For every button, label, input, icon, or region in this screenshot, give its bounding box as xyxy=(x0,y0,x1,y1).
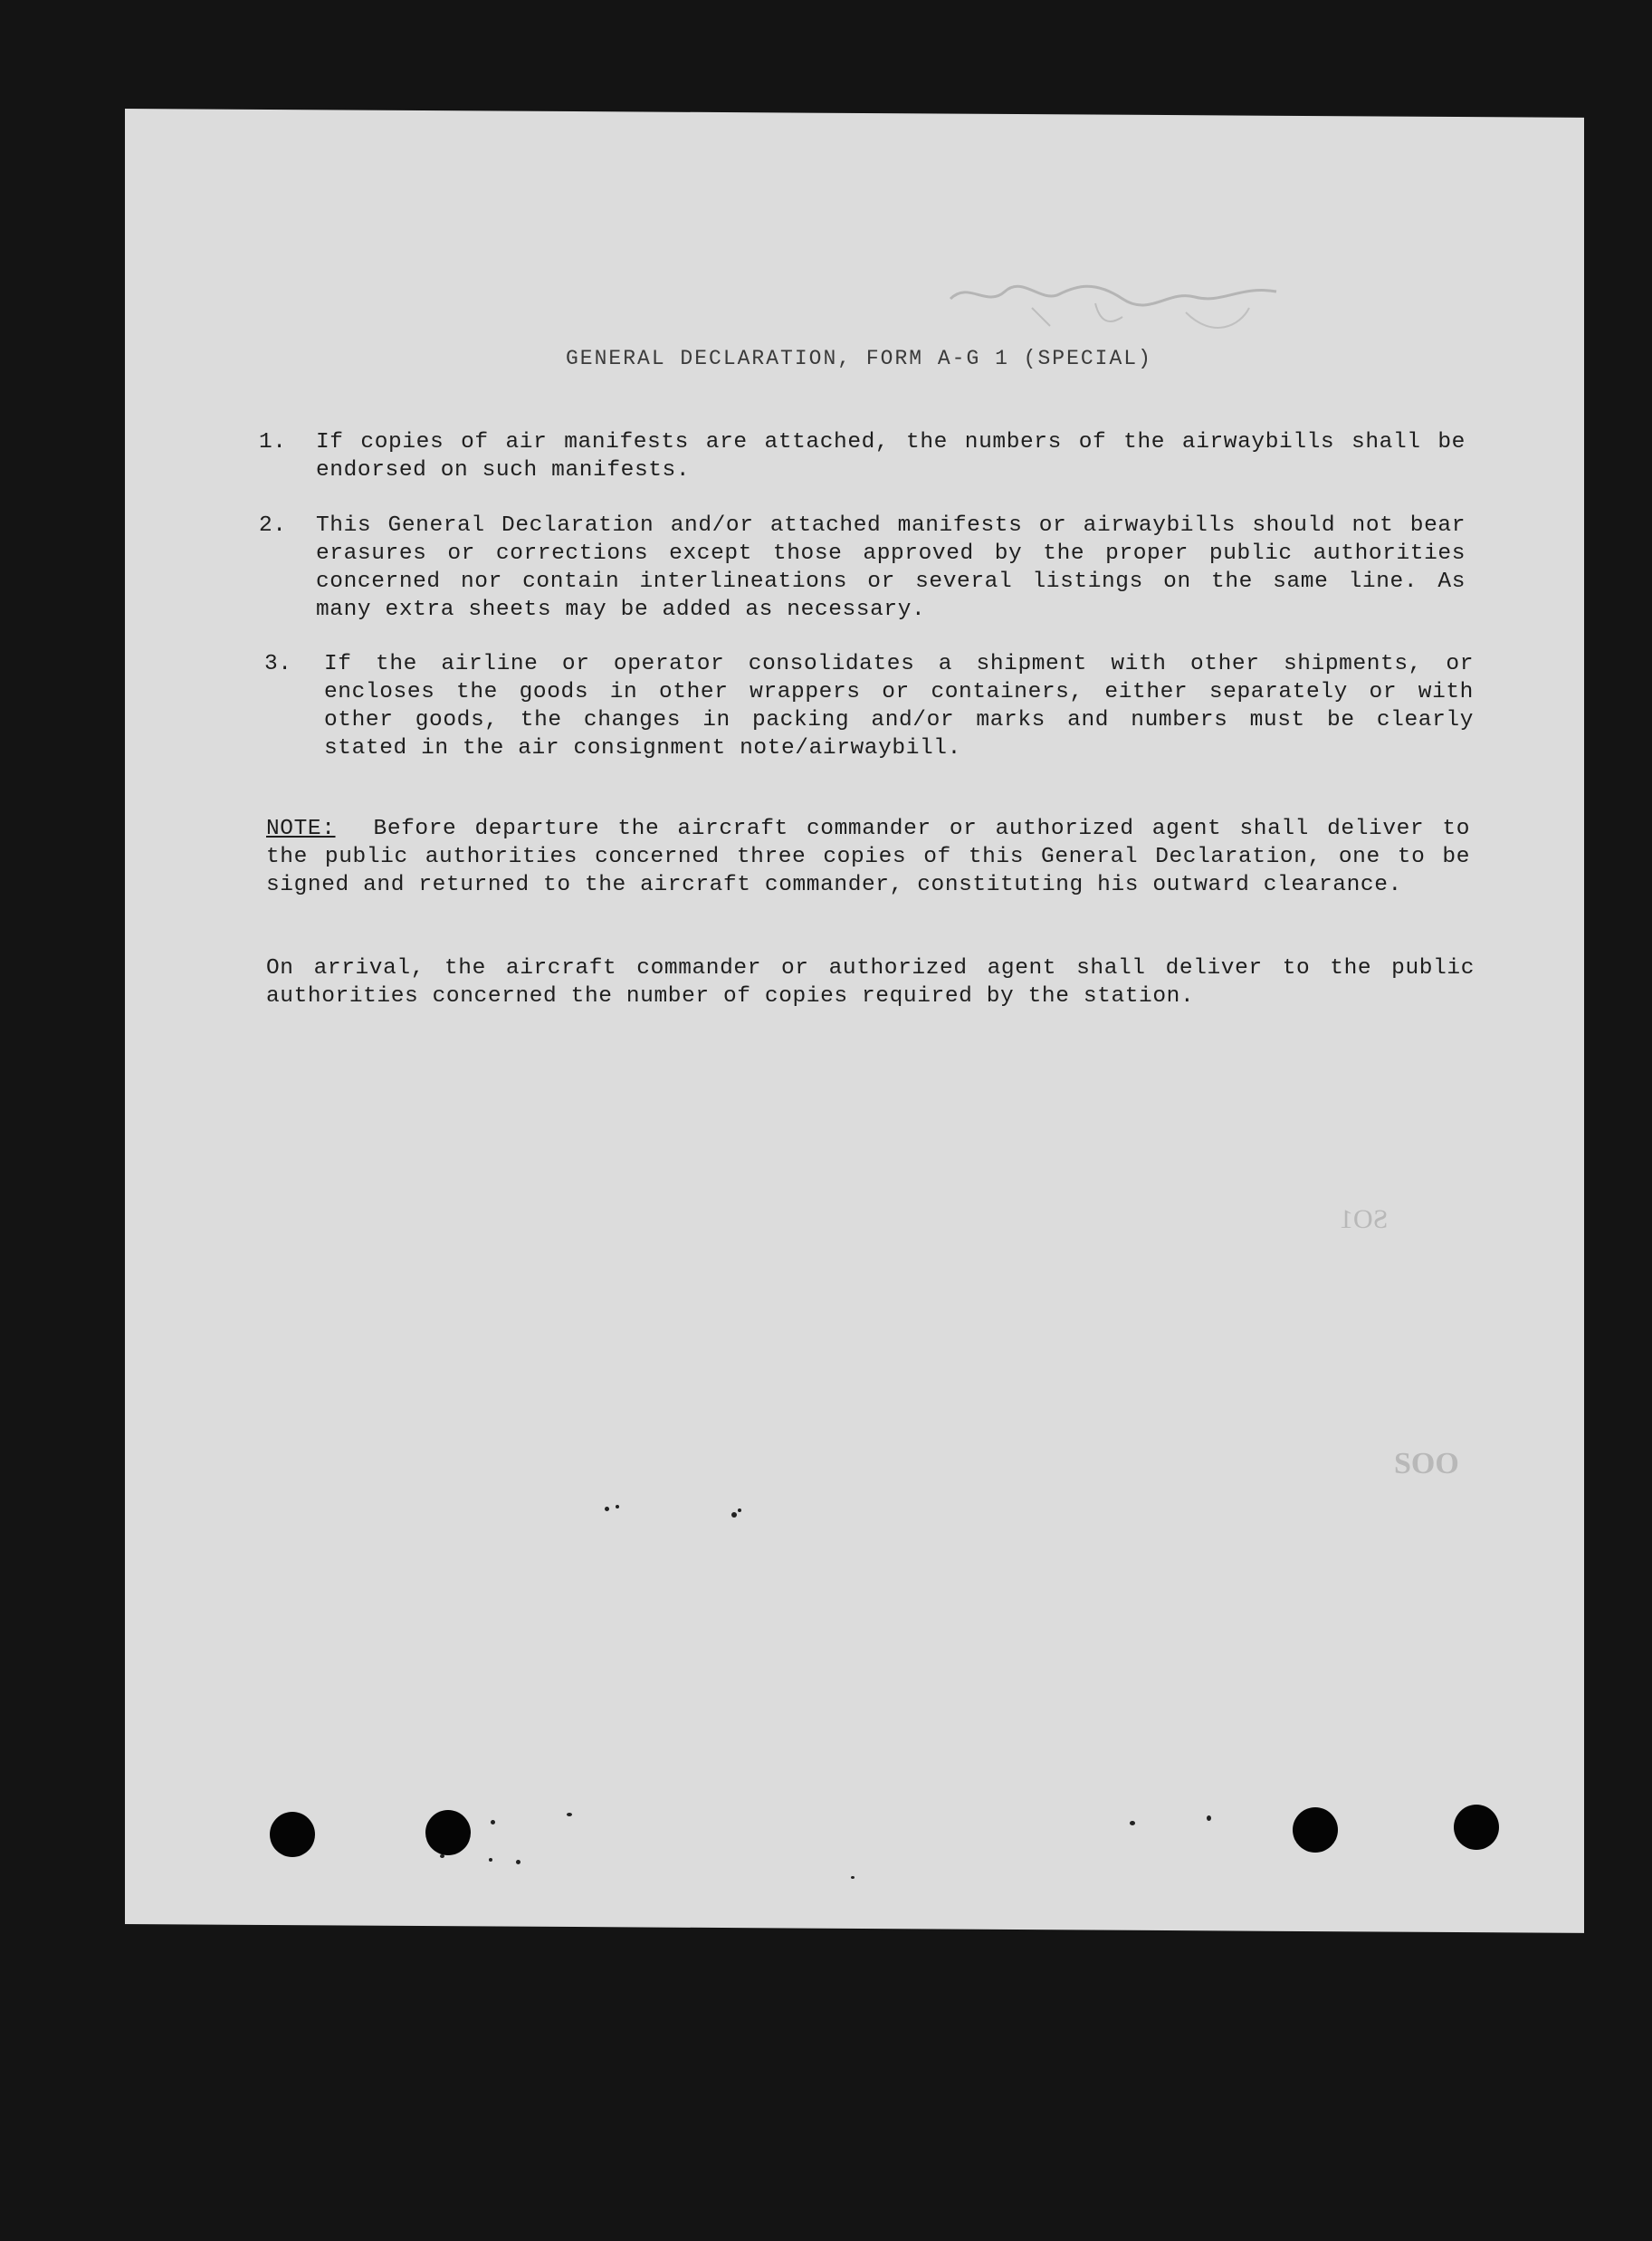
bleed-through-mark: SO1 xyxy=(1340,1204,1389,1234)
punch-hole xyxy=(1293,1807,1338,1853)
speck xyxy=(731,1512,737,1518)
note-text: Before departure the aircraft commander or authorized agent shall deliver to the public authorities concerned three copies of this General Declaration, one to be signed and returned to the aircraft commander, constituting his outward clearance. xyxy=(266,817,1470,897)
speck xyxy=(1130,1821,1135,1825)
speck xyxy=(738,1508,741,1512)
punch-hole xyxy=(270,1812,315,1857)
arrival-paragraph: On arrival, the aircraft commander or authorized agent shall deliver to the public authorities concerned the number of copies required by the station. xyxy=(266,956,1475,1009)
speck xyxy=(489,1858,492,1862)
document-page-edge xyxy=(1494,120,1584,1927)
note-label: NOTE: xyxy=(266,817,336,841)
document-page xyxy=(125,109,1584,1933)
speck xyxy=(440,1854,444,1858)
speck xyxy=(516,1860,520,1864)
item-text: This General Declaration and/or attached manifests or airwaybills should not bear erasures or corrections except those approved by the proper public authorities concerned nor contain interlineations or several listings on the same line. As many extra sheets may be added as necessary. xyxy=(316,513,1466,622)
punch-hole xyxy=(1454,1805,1499,1850)
speck xyxy=(1207,1815,1211,1821)
item-text: If copies of air manifests are attached, the numbers of the airwaybills shall be endorsed on such manifests. xyxy=(316,430,1466,483)
document-title: GENERAL DECLARATION, FORM A-G 1 (SPECIAL) xyxy=(566,347,1152,370)
item-number: 3. xyxy=(264,652,292,676)
punch-hole xyxy=(425,1810,471,1855)
speck xyxy=(567,1813,572,1816)
bleed-through-mark: SOO xyxy=(1394,1447,1459,1480)
item-number: 2. xyxy=(259,513,287,538)
item-number: 1. xyxy=(259,430,287,455)
note-paragraph xyxy=(266,815,1470,899)
speck xyxy=(616,1505,619,1508)
speck xyxy=(491,1820,495,1824)
speck xyxy=(851,1876,855,1879)
speck xyxy=(605,1507,609,1511)
pencil-annotation xyxy=(941,272,1322,353)
item-text: If the airline or operator consolidates a shipment with other shipments, or encloses the goods in other wrappers or containers, either separately or with other goods, the changes in packing and/or marks and numbers must be clearly stated in the air consignment note/airwaybill. xyxy=(324,652,1474,761)
